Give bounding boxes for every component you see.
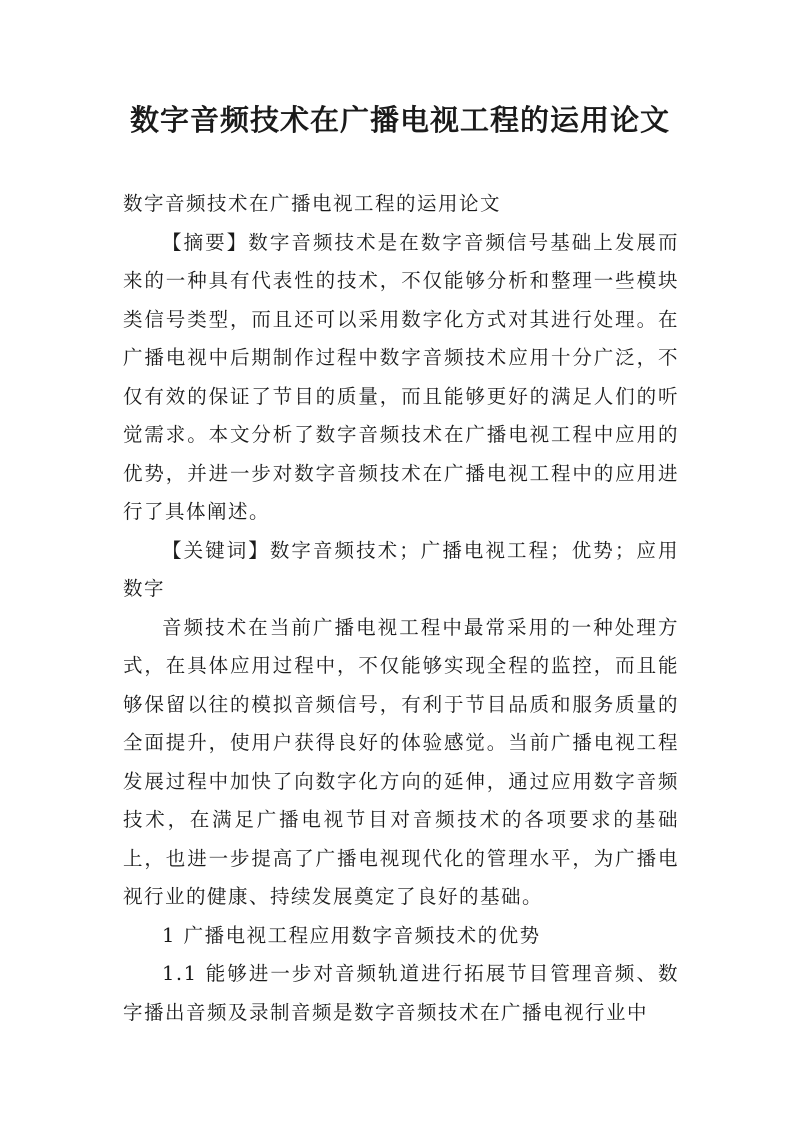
document-title: 数字音频技术在广播电视工程的运用论文 bbox=[129, 103, 670, 137]
keywords-paragraph: 【关键词】数字音频技术；广播电视工程；优势；应用数字 bbox=[123, 538, 679, 600]
body-paragraph: 音频技术在当前广播电视工程中最常采用的一种处理方式，在具体应用过程中，不仅能够实现全程的监控，而且能够保留以往的模拟音频信号，有利于节目品质和服务质量的全面提升，使用户获得良好的体验感觉。当前广播电视工程发展过程中加快了向数字化方向的延伸，通过应用数字音频技术，在满足广播电视节目对音频技术的各项要求的基础上，也进一步提高了广播电视现代化的管理水平，为广播电视行业的健康、持续发展奠定了良好的基础。 bbox=[123, 615, 679, 908]
section-heading: 1 广播电视工程应用数字音频技术的优势 bbox=[162, 923, 541, 947]
abstract-paragraph: 【摘要】数字音频技术是在数字音频信号基础上发展而来的一种具有代表性的技术，不仅能够分析和整理一些模块类信号类型，而且还可以采用数字化方式对其进行处理。在广播电视中后期制作过程中数字音频技术应用十分广泛，不仅有效的保证了节目的质量，而且能够更好的满足人们的听觉需求。本文分析了数字音频技术在广播电视工程中应用的优势，并进一步对数字音频技术在广播电视工程中的应用进行了具体阐述。 bbox=[123, 230, 679, 523]
subsection-paragraph: 1.1 能够进一步对音频轨道进行拓展节目管理音频、数字播出音频及录制音频是数字音频技术在广播电视行业中 bbox=[123, 962, 679, 1024]
subtitle-paragraph: 数字音频技术在广播电视工程的运用论文 bbox=[123, 192, 502, 215]
document-body bbox=[123, 185, 679, 1032]
